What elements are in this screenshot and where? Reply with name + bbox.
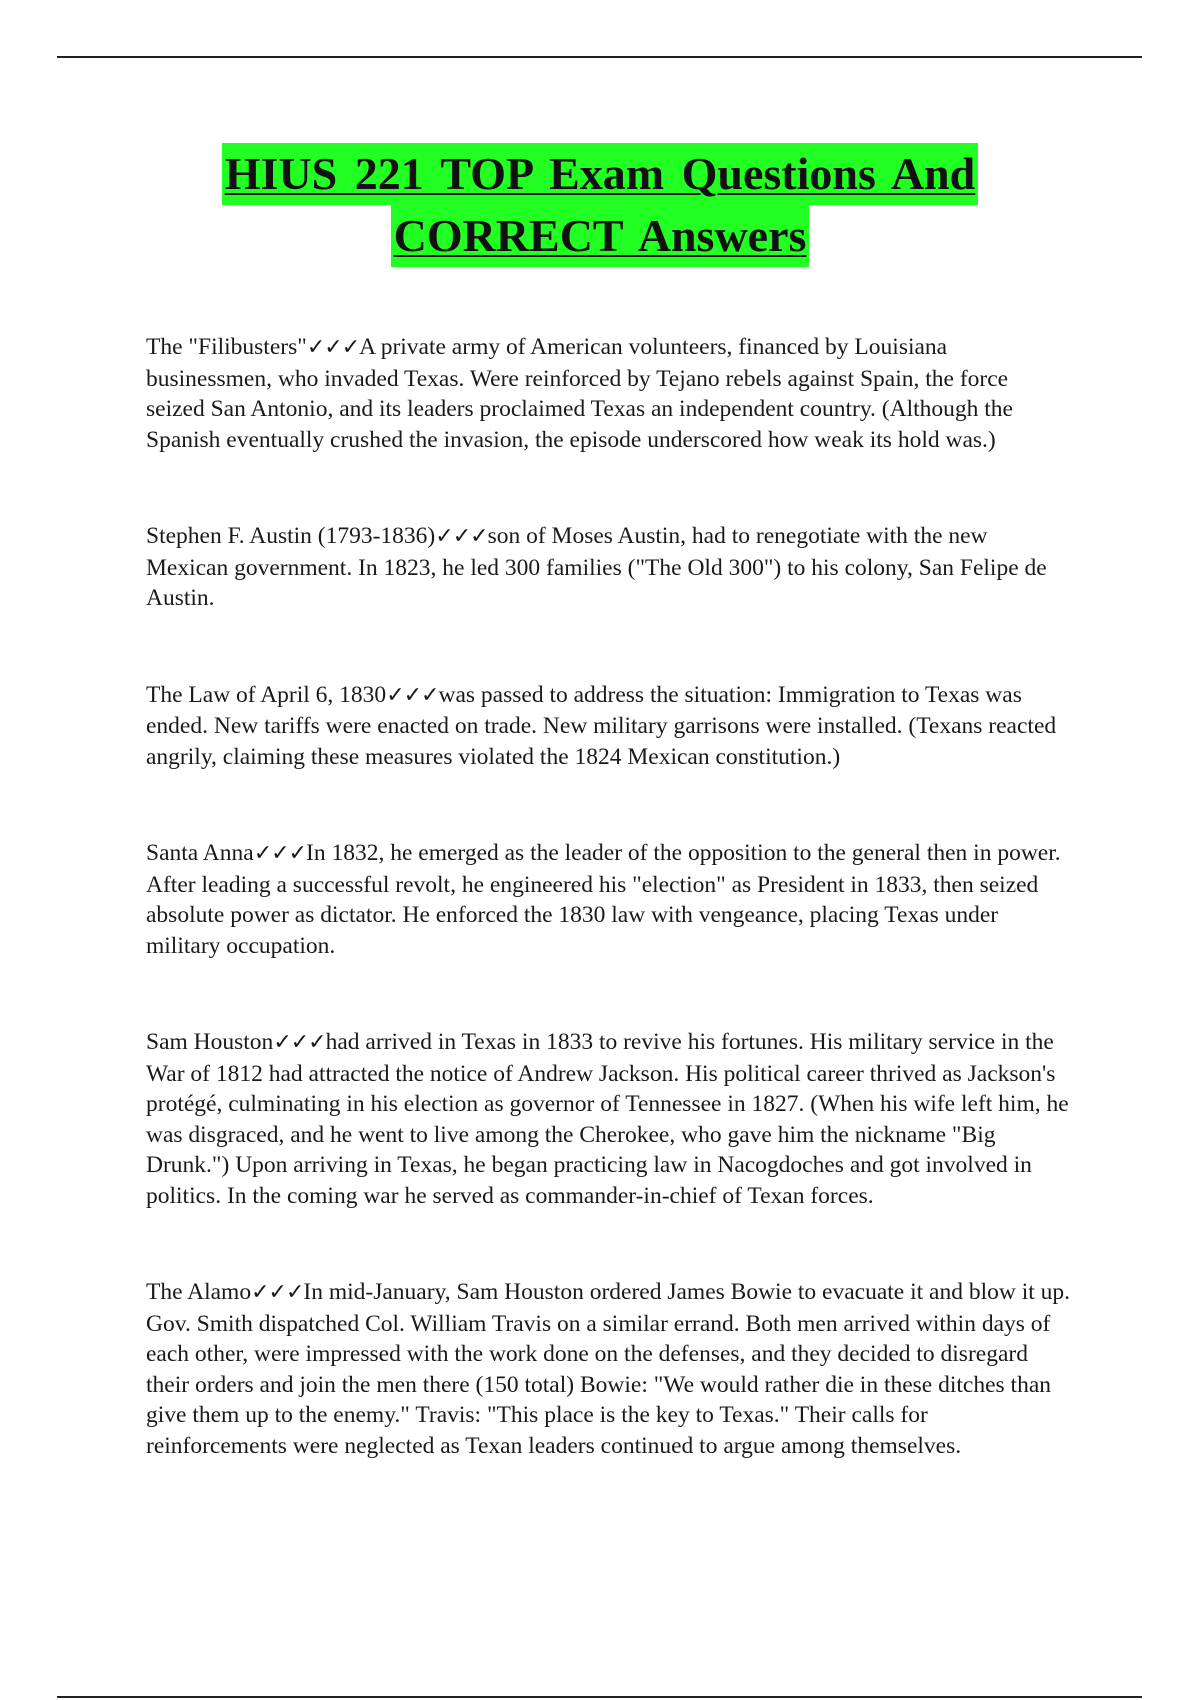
entry-answer: son of Moses Austin, had to renegotiate with the new Mexican government. In 1823, he led 300 families ("The Old 300") to his colony, San Felipe de Austin. [146,523,1047,611]
qa-entry [146,1277,1071,1461]
entry-answer: A private army of American volunteers, financed by Louisiana businessmen, who invaded Texas. Were reinforced by Tejano rebels against Spain, the force seized San Antonio, and its leaders proclaimed Texas an independent country. (Although the Spanish eventually crushed the invasion, the episode underscored how weak its hold was.) [146,334,1013,453]
entry-term: The Law of April 6, 1830 [146,681,387,708]
check-marks-icon: ✓✓✓ [306,335,360,360]
entry-term: Sam Houston [146,1029,274,1055]
bottom-rule [57,1696,1142,1698]
check-marks-icon: ✓✓✓ [386,682,439,708]
entry-term: The Alamo [146,1279,252,1305]
entry-answer: In mid-January, Sam Houston ordered James Bowie to evacuate it and blow it up. Gov. Smith dispatched Col. William Travis on a similar errand. Both men arrived within days of each other, were impressed with the work done on the defenses, and they decided to disregard their orders and join the men there (150 total) Bowie: "We would rather die in these ditches than give them up to the enemy." Travis: "This place is the key to Texas." Their calls for reinforcements were neglected as Texan leaders continued to argue among themselves. [146,1279,1071,1459]
title-line-2: CORRECT Answers [391,205,810,267]
entry-term: The "Filibusters" [146,334,307,360]
qa-entry [146,332,1071,455]
qa-entry [146,521,1071,614]
entry-term: Stephen F. Austin (1793-1836) [146,523,436,549]
entry-answer: was passed to address the situation: Immigration to Texas was ended. New tariffs were enacted on trade. New military garrisons were installed. (Texans reacted angrily, claiming these measures violated the 1824 Mexican constitution.) [146,681,1057,770]
entry-answer: In 1832, he emerged as the leader of the opposition to the general then in power. After leading a successful revolt, he engineered his "election" as President in 1833, then seized absolute power as dictator. He enforced the 1830 law with vengeance, placing Texas under military occupation. [146,840,1061,959]
check-marks-icon: ✓✓✓ [253,841,307,866]
qa-entry [146,1027,1071,1211]
qa-list [146,332,1071,1461]
entry-term: Santa Anna [146,840,254,866]
qa-entry [146,680,1071,773]
check-marks-icon: ✓✓✓ [251,1280,304,1305]
entry-answer: had arrived in Texas in 1833 to revive his fortunes. His military service in the War of 1812 had attracted the notice of Andrew Jackson. His political career thrived as Jackson's protégé, culminating in his election as governor of Tennessee in 1827. (When his wife left him, he was disgraced, and he went to live among the Cherokee, who gave him the nickname "Big Drunk.") Upon arriving in Texas, he began practicing law in Nacogdoches and got involved in politics. In the coming war he served as commander-in-chief of Texan forces. [146,1029,1069,1209]
qa-entry [146,838,1071,961]
check-marks-icon: ✓✓✓ [435,524,488,549]
title-line-1: HIUS 221 TOP Exam Questions And [222,143,978,205]
top-rule [57,56,1142,58]
check-marks-icon: ✓✓✓ [273,1030,326,1055]
page-title [100,143,1100,267]
